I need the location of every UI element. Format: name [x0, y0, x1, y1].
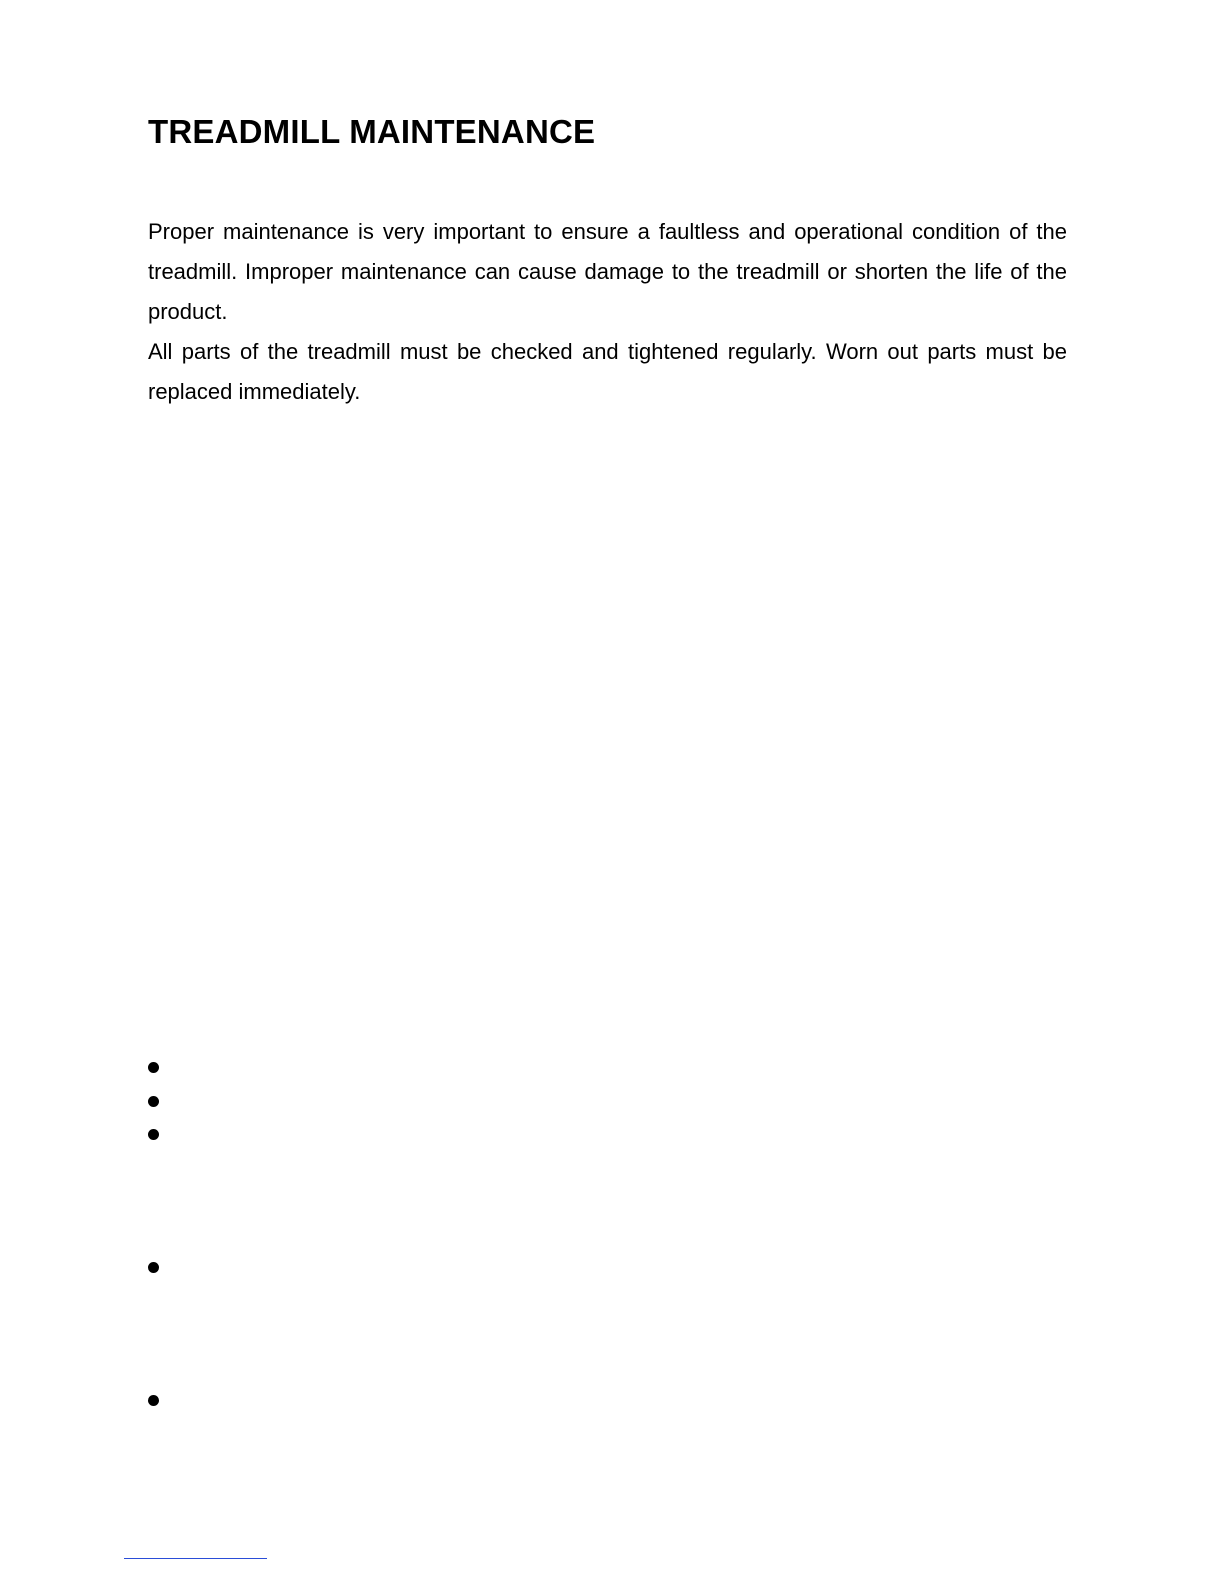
body-text: [148, 212, 1067, 412]
bullet-1-icon: [148, 1062, 159, 1073]
paragraph-1: Proper maintenance is very important to ensure a faultless and operational condition of the treadmill. Improper maintenance can cause damage to the treadmill or shorten the life of the product.: [148, 219, 1067, 324]
page-title: TREADMILL MAINTENANCE: [148, 113, 596, 150]
bullet-5-icon: [148, 1395, 159, 1406]
bullet-2-icon: [148, 1096, 159, 1107]
bullet-3-icon: [148, 1129, 159, 1140]
paragraph-2: All parts of the treadmill must be checked and tightened regularly. Worn out parts must be replaced immediately.: [148, 339, 1067, 404]
footnote-separator: [124, 1558, 267, 1559]
bullet-4-icon: [148, 1262, 159, 1273]
